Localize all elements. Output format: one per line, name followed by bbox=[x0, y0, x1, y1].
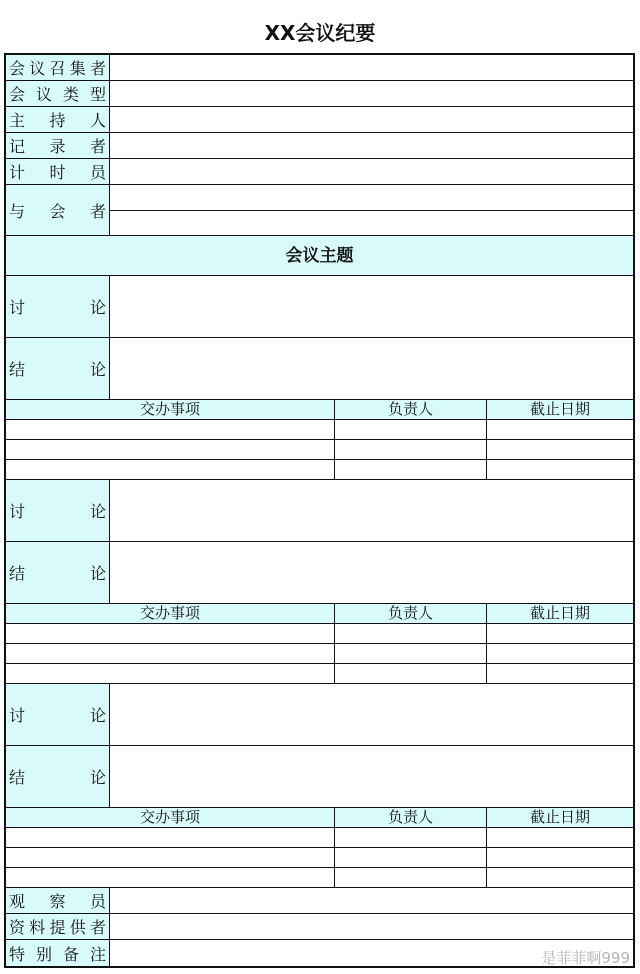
label-char: 料 bbox=[29, 918, 46, 937]
task-cell[interactable] bbox=[6, 848, 335, 867]
task-row bbox=[6, 440, 633, 460]
discuss-row bbox=[6, 480, 633, 542]
task-row bbox=[6, 828, 633, 848]
task-cell[interactable] bbox=[487, 440, 633, 459]
conclude-row bbox=[6, 542, 633, 604]
info-value-field[interactable] bbox=[110, 107, 633, 132]
task-cell[interactable] bbox=[335, 868, 487, 887]
task-cell[interactable] bbox=[335, 644, 487, 663]
conclude-label bbox=[6, 338, 110, 399]
info-value-field[interactable] bbox=[110, 55, 633, 80]
label-char: 与 bbox=[9, 201, 26, 221]
discuss-label-char: 论 bbox=[89, 502, 106, 521]
label-char: 者 bbox=[89, 59, 106, 78]
discuss-label bbox=[6, 480, 110, 541]
task-table-header bbox=[6, 400, 633, 420]
discuss-field[interactable] bbox=[110, 480, 633, 541]
label-char: 持 bbox=[49, 111, 66, 130]
task-cell[interactable] bbox=[487, 868, 633, 887]
footer-row bbox=[6, 914, 633, 940]
task-cell[interactable] bbox=[6, 828, 335, 847]
conclude-label-char: 结 bbox=[9, 360, 26, 379]
discuss-label-char: 讨 bbox=[9, 502, 26, 521]
task-cell[interactable] bbox=[6, 440, 335, 459]
discuss-field[interactable] bbox=[110, 684, 633, 745]
info-label bbox=[6, 159, 110, 184]
task-row bbox=[6, 460, 633, 480]
task-column-header: 交办事项 bbox=[6, 400, 335, 419]
footer-label bbox=[6, 914, 110, 939]
task-column-header: 截止日期 bbox=[529, 808, 590, 826]
info-value-field[interactable] bbox=[110, 81, 633, 106]
footer-value-field[interactable] bbox=[110, 888, 633, 913]
footer-label bbox=[6, 888, 110, 913]
task-column-header: 负责人 bbox=[335, 400, 487, 419]
task-cell[interactable] bbox=[335, 664, 487, 683]
label-char: 会 bbox=[9, 85, 26, 104]
label-char: 召 bbox=[49, 59, 66, 78]
topic-header: 会议主题 bbox=[6, 236, 633, 276]
conclude-row bbox=[6, 338, 633, 400]
conclude-label-char: 结 bbox=[9, 768, 26, 787]
label-char: 计 bbox=[9, 163, 26, 182]
label-char: 议 bbox=[35, 85, 52, 104]
label-char: 资 bbox=[9, 918, 26, 937]
label-char: 特 bbox=[9, 944, 26, 964]
info-label bbox=[6, 107, 110, 132]
label-char: 察 bbox=[49, 892, 66, 911]
meeting-minutes-form bbox=[4, 53, 635, 968]
label-char: 观 bbox=[9, 892, 26, 911]
label-char: 提 bbox=[49, 918, 66, 937]
task-cell[interactable] bbox=[335, 440, 487, 459]
footer-value-field[interactable] bbox=[110, 914, 633, 939]
task-cell[interactable] bbox=[6, 420, 335, 439]
info-label bbox=[6, 81, 110, 106]
task-cell[interactable] bbox=[335, 848, 487, 867]
label-char: 时 bbox=[49, 163, 66, 182]
task-cell[interactable] bbox=[487, 828, 633, 847]
label-char: 别 bbox=[35, 944, 52, 964]
footer-row bbox=[6, 888, 633, 914]
discuss-row bbox=[6, 276, 633, 338]
task-column-header: 交办事项 bbox=[6, 604, 335, 623]
label-char: 会 bbox=[49, 201, 66, 221]
conclude-label-char: 论 bbox=[89, 768, 106, 787]
task-row bbox=[6, 664, 633, 684]
task-cell[interactable] bbox=[487, 664, 633, 683]
label-char: 会 bbox=[9, 59, 26, 78]
task-cell[interactable] bbox=[487, 848, 633, 867]
task-row bbox=[6, 868, 633, 888]
info-row bbox=[6, 133, 633, 159]
label-char: 记 bbox=[9, 137, 26, 156]
task-column-header: 截止日期 bbox=[529, 604, 590, 622]
task-row bbox=[6, 624, 633, 644]
label-char: 者 bbox=[89, 137, 106, 156]
task-cell[interactable] bbox=[335, 624, 487, 643]
discuss-label-char: 论 bbox=[89, 298, 106, 317]
task-cell[interactable] bbox=[487, 644, 633, 663]
task-cell[interactable] bbox=[335, 420, 487, 439]
task-column-header: 交办事项 bbox=[6, 808, 335, 827]
discuss-label-char: 讨 bbox=[9, 706, 26, 725]
info-row bbox=[6, 185, 633, 236]
task-cell[interactable] bbox=[6, 644, 335, 663]
label-char: 备 bbox=[62, 944, 79, 964]
task-cell[interactable] bbox=[487, 460, 633, 479]
label-char: 注 bbox=[89, 944, 106, 964]
label-char: 主 bbox=[9, 111, 26, 130]
info-value-field[interactable] bbox=[110, 159, 633, 184]
task-cell[interactable] bbox=[6, 664, 335, 683]
footer-row bbox=[6, 940, 633, 966]
discuss-row bbox=[6, 684, 633, 746]
info-label bbox=[6, 185, 110, 235]
watermark: 是菲菲啊999 bbox=[541, 949, 630, 967]
task-cell[interactable] bbox=[335, 828, 487, 847]
task-row bbox=[6, 420, 633, 440]
label-char: 集 bbox=[69, 59, 86, 78]
conclude-label-char: 论 bbox=[89, 360, 106, 379]
info-row bbox=[6, 107, 633, 133]
info-row bbox=[6, 159, 633, 185]
label-char: 供 bbox=[69, 918, 86, 937]
label-char: 员 bbox=[89, 892, 106, 911]
task-table-header bbox=[6, 604, 633, 624]
label-char: 议 bbox=[29, 59, 46, 78]
task-cell[interactable] bbox=[487, 420, 633, 439]
label-char: 录 bbox=[49, 137, 66, 156]
label-char: 人 bbox=[89, 111, 106, 130]
discuss-field[interactable] bbox=[110, 276, 633, 337]
info-value-field[interactable] bbox=[110, 133, 633, 158]
label-char: 员 bbox=[89, 163, 106, 182]
info-label bbox=[6, 55, 110, 80]
task-cell[interactable] bbox=[6, 868, 335, 887]
page-title: XX会议纪要 bbox=[264, 21, 376, 45]
label-char: 类 bbox=[62, 85, 79, 104]
discuss-label-char: 讨 bbox=[9, 298, 26, 317]
task-cell[interactable] bbox=[487, 624, 633, 643]
label-char: 者 bbox=[89, 918, 106, 937]
footer-label bbox=[6, 940, 110, 966]
conclude-label bbox=[6, 746, 110, 807]
task-column-header: 负责人 bbox=[335, 808, 487, 827]
discuss-label-char: 论 bbox=[89, 706, 106, 725]
info-row bbox=[6, 81, 633, 107]
task-row bbox=[6, 644, 633, 664]
task-table-header bbox=[6, 808, 633, 828]
task-column-header: 负责人 bbox=[335, 604, 487, 623]
info-label bbox=[6, 133, 110, 158]
task-cell[interactable] bbox=[6, 460, 335, 479]
conclude-label bbox=[6, 542, 110, 603]
task-column-header: 截止日期 bbox=[529, 400, 590, 418]
task-row bbox=[6, 848, 633, 868]
task-cell[interactable] bbox=[335, 460, 487, 479]
conclude-field[interactable] bbox=[110, 338, 633, 399]
conclude-label-char: 结 bbox=[9, 564, 26, 583]
conclude-row bbox=[6, 746, 633, 808]
info-row bbox=[6, 55, 633, 81]
label-char: 者 bbox=[89, 201, 106, 221]
task-cell[interactable] bbox=[6, 624, 335, 643]
label-char: 型 bbox=[89, 85, 106, 104]
discuss-label bbox=[6, 684, 110, 745]
row-divider bbox=[110, 210, 633, 211]
conclude-label-char: 论 bbox=[89, 564, 106, 583]
discuss-label bbox=[6, 276, 110, 337]
conclude-field[interactable] bbox=[110, 746, 633, 807]
conclude-field[interactable] bbox=[110, 542, 633, 603]
